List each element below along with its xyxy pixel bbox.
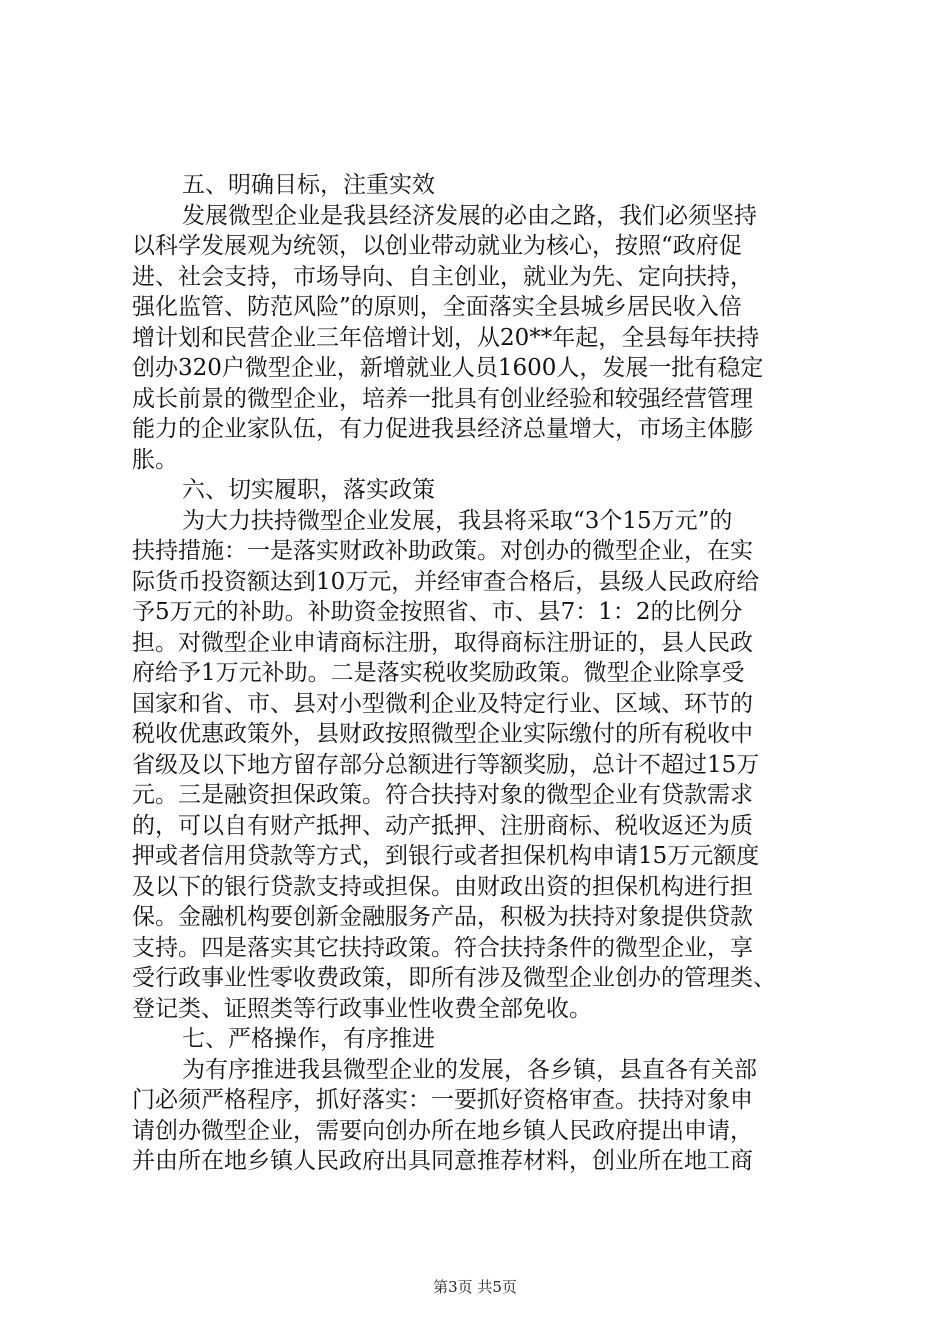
text-line: 担。对微型企业申请商标注册，取得商标注册证的，县人民政 — [132, 629, 753, 656]
text-line: 国家和省、市、县对小型微利企业及特定行业、区域、环节的 — [132, 690, 753, 717]
text-line: 押或者信用贷款等方式，到银行或者担保机构申请15万元额度 — [132, 843, 760, 869]
text-line: 请创办微型企业，需要向创办所在地乡镇人民政府提出申请， — [132, 1117, 753, 1144]
text-line: 为大力扶持微型企业发展，我县将采取“3个15万元”的 — [182, 507, 733, 534]
document-body — [132, 170, 832, 1177]
text-line: 省级及以下地方留存部分总额进行等额奖励，总计不超过15万 — [132, 751, 760, 778]
text-line: 予5万元的补助。补助资金按照省、市、县7：1：2的比例分 — [132, 599, 743, 625]
text-line: 七、严格操作，有序推进 — [182, 1026, 435, 1052]
text-line: 为有序推进我县微型企业的发展，各乡镇，县直各有关部 — [182, 1056, 757, 1083]
text-line: 支持。四是落实其它扶持政策。符合扶持条件的微型企业，享 — [132, 934, 753, 961]
text-line: 进、社会支持，市场导向、自主创业，就业为先、定向扶持， — [132, 263, 753, 290]
page-footer: 第3页 共5页 — [433, 1278, 517, 1296]
text-line: 六、切实履职，落实政策 — [182, 477, 435, 503]
text-line: 门必须严格程序，抓好落实：一要抓好资格审查。扶持对象申 — [132, 1087, 753, 1113]
text-line: 强化监管、防范风险”的原则，全面落实全县城乡居民收入倍 — [132, 294, 742, 320]
text-line: 受行政事业性零收费政策，即所有涉及微型企业创办的管理类、 — [132, 965, 776, 991]
text-line: 保。金融机构要创新金融服务产品，积极为扶持对象提供贷款 — [132, 904, 753, 930]
text-line: 并由所在地乡镇人民政府出具同意推荐材料，创业所在地工商 — [132, 1148, 753, 1174]
text-line: 登记类、证照类等行政事业性收费全部免收。 — [132, 995, 592, 1022]
text-line: 元。三是融资担保政策。符合扶持对象的微型企业有贷款需求 — [132, 782, 753, 808]
text-line: 的，可以自有财产抵押、动产抵押、注册商标、税收返还为质 — [132, 812, 753, 839]
text-line: 发展微型企业是我县经济发展的必由之路，我们必须坚持 — [182, 202, 757, 229]
text-line: 创办320户微型企业，新增就业人员1600人，发展一批有稳定 — [132, 355, 764, 381]
text-line: 成长前景的微型企业，培养一批具有创业经验和较强经营管理 — [132, 385, 753, 412]
text-line: 增计划和民营企业三年倍增计划，从20**年起，全县每年扶持 — [132, 324, 760, 351]
text-line: 扶持措施：一是落实财政补助政策。对创办的微型企业，在实 — [132, 538, 753, 564]
text-line: 胀。 — [132, 446, 178, 473]
text-line: 以科学发展观为统领，以创业带动就业为核心，按照“政府促 — [132, 233, 742, 259]
text-line: 能力的企业家队伍，有力促进我县经济总量增大，市场主体膨 — [132, 416, 753, 442]
text-line: 府给予1万元补助。二是落实税收奖励政策。微型企业除享受 — [132, 660, 745, 686]
text-line: 及以下的银行贷款支持或担保。由财政出资的担保机构进行担 — [132, 873, 753, 900]
text-line: 五、明确目标，注重实效 — [182, 172, 435, 198]
text-line: 税收优惠政策外，县财政按照微型企业实际缴付的所有税收中 — [132, 721, 753, 747]
text-line: 际货币投资额达到10万元，并经审查合格后，县级人民政府给 — [132, 568, 760, 595]
